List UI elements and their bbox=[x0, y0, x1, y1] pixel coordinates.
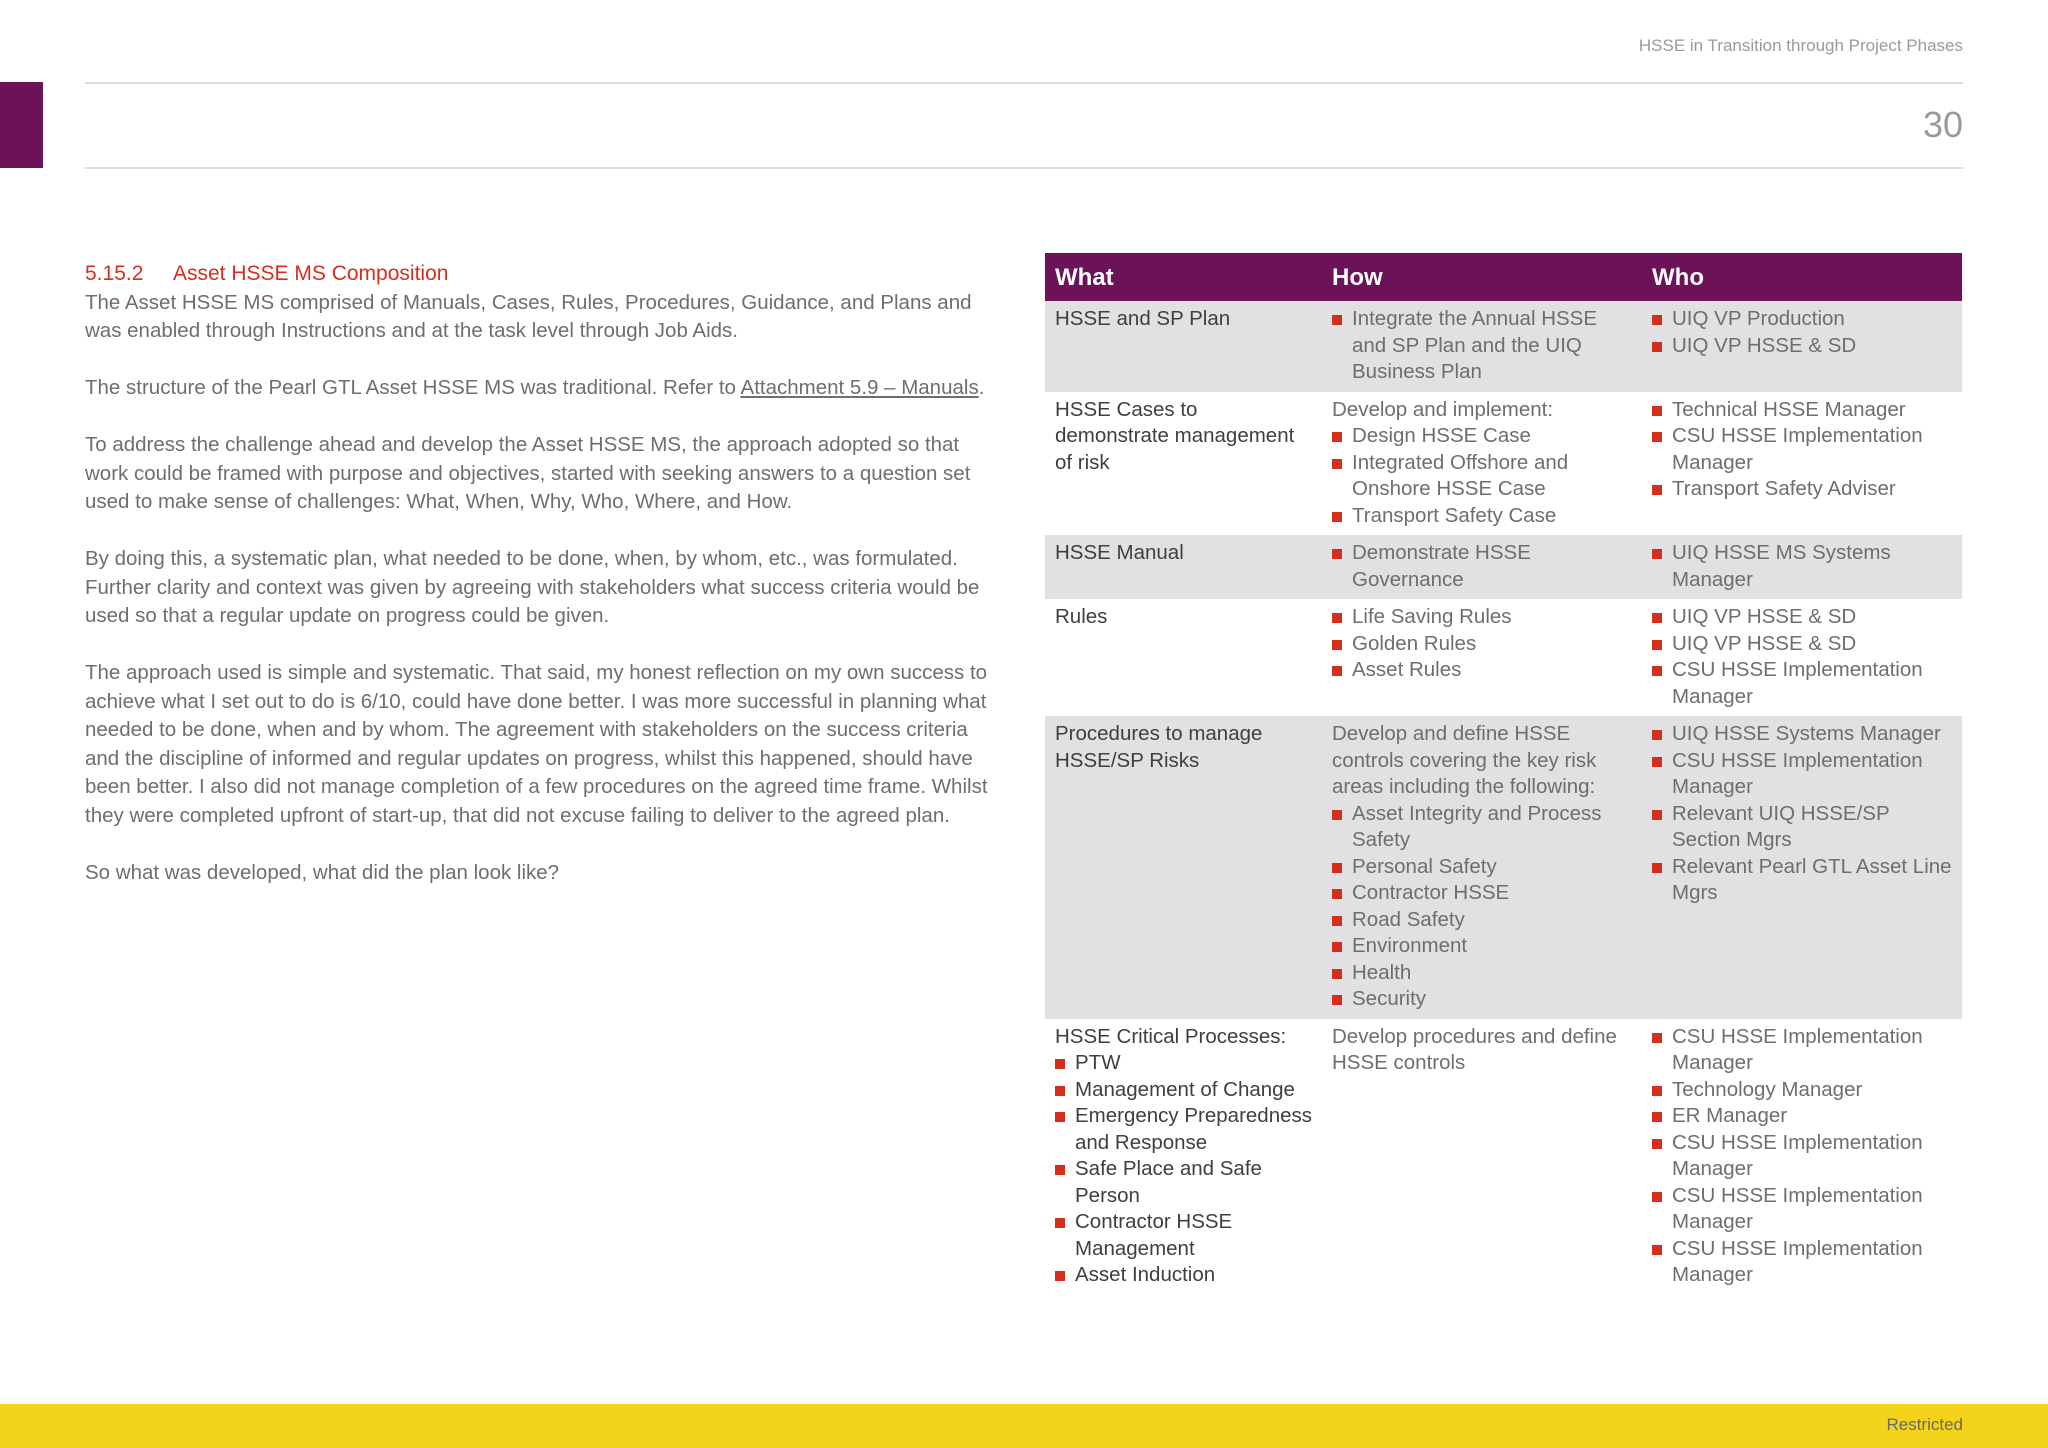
classification-label: Restricted bbox=[1886, 1415, 1963, 1434]
cell-how bbox=[1322, 392, 1642, 536]
cell-how bbox=[1322, 535, 1642, 599]
list-item: Health bbox=[1332, 960, 1632, 987]
list-item: Design HSSE Case bbox=[1332, 423, 1632, 450]
list-item: PTW bbox=[1055, 1050, 1312, 1077]
table-row bbox=[1045, 1019, 1962, 1295]
list-item: Relevant Pearl GTL Asset Line Mgrs bbox=[1652, 854, 1952, 907]
table-header-row bbox=[1045, 253, 1962, 301]
cell-how bbox=[1322, 599, 1642, 716]
list-item: Asset Rules bbox=[1332, 657, 1632, 684]
who-list bbox=[1652, 540, 1952, 593]
cell-who bbox=[1642, 716, 1962, 1019]
list-item: Technology Manager bbox=[1652, 1077, 1952, 1104]
paragraph: The Asset HSSE MS comprised of Manuals, Cases, Rules, Procedures, Guidance, and Plans and was enabled through Instructions and at the task level through Job Aids. bbox=[85, 290, 972, 342]
table-row bbox=[1045, 392, 1962, 536]
list-item: CSU HSSE Implementation Manager bbox=[1652, 1130, 1952, 1183]
list-item: CSU HSSE Implementation Manager bbox=[1652, 1183, 1952, 1236]
list-item: Transport Safety Case bbox=[1332, 503, 1632, 530]
accent-bar bbox=[0, 82, 43, 168]
how-intro: Develop and implement: bbox=[1332, 397, 1554, 421]
list-item: CSU HSSE Implementation Manager bbox=[1652, 1024, 1952, 1077]
section-title: Asset HSSE MS Composition bbox=[173, 262, 449, 285]
header-rule-top bbox=[85, 82, 1963, 84]
list-item: Golden Rules bbox=[1332, 631, 1632, 658]
how-list bbox=[1332, 306, 1632, 386]
list-item: Personal Safety bbox=[1332, 854, 1632, 881]
cell-how bbox=[1322, 716, 1642, 1019]
paragraph: So what was developed, what did the plan look like? bbox=[85, 860, 560, 884]
what-title: HSSE Critical Processes: bbox=[1055, 1024, 1287, 1048]
list-item: Asset Induction bbox=[1055, 1262, 1312, 1289]
list-item: UIQ VP HSSE & SD bbox=[1652, 333, 1952, 360]
table-row bbox=[1045, 301, 1962, 392]
list-item: Asset Integrity and Process Safety bbox=[1332, 801, 1632, 854]
list-item: UIQ HSSE Systems Manager bbox=[1652, 721, 1952, 748]
section-heading bbox=[85, 260, 1005, 289]
cell-what: HSSE Cases to demonstrate management of risk bbox=[1055, 397, 1295, 474]
what-list bbox=[1055, 1050, 1312, 1289]
page-number: 30 bbox=[1922, 104, 1963, 145]
list-item: CSU HSSE Implementation Manager bbox=[1652, 423, 1952, 476]
list-item: UIQ HSSE MS Systems Manager bbox=[1652, 540, 1952, 593]
header-rule-bottom bbox=[85, 167, 1963, 169]
paragraph-text: . bbox=[978, 376, 985, 399]
cell-what: Rules bbox=[1055, 605, 1108, 628]
cell-how bbox=[1322, 301, 1642, 392]
list-item: Safe Place and Safe Person bbox=[1055, 1156, 1312, 1209]
how-list bbox=[1332, 801, 1632, 1013]
what-how-who-table bbox=[1045, 253, 1962, 1295]
header-who: Who bbox=[1642, 253, 1962, 301]
header-what: What bbox=[1045, 253, 1322, 301]
list-item: UIQ VP HSSE & SD bbox=[1652, 631, 1952, 658]
how-list bbox=[1332, 540, 1632, 593]
list-item: Technical HSSE Manager bbox=[1652, 397, 1952, 424]
list-item: ER Manager bbox=[1652, 1103, 1952, 1130]
cell-who bbox=[1642, 599, 1962, 716]
how-intro: Develop procedures and define HSSE controls bbox=[1332, 1024, 1617, 1074]
paragraph: To address the challenge ahead and develop the Asset HSSE MS, the approach adopted so that work could be framed with purpose and objectives, started with seeking answers to a question set used to make sense of challenges: What, When, Why, Who, Where, and How. bbox=[85, 433, 971, 513]
how-intro: Develop and define HSSE controls covering the key risk areas including the following: bbox=[1332, 722, 1597, 798]
list-item: CSU HSSE Implementation Manager bbox=[1652, 1236, 1952, 1289]
attachment-link[interactable]: Attachment 5.9 – Manuals bbox=[740, 376, 979, 399]
who-list bbox=[1652, 604, 1952, 710]
list-item: Road Safety bbox=[1332, 907, 1632, 934]
paragraph-text: The structure of the Pearl GTL Asset HSSE MS was traditional. Refer to bbox=[85, 376, 741, 399]
table-row bbox=[1045, 535, 1962, 599]
how-list bbox=[1332, 423, 1632, 529]
who-list bbox=[1652, 1024, 1952, 1289]
list-item: Integrated Offshore and Onshore HSSE Case bbox=[1332, 450, 1632, 503]
paragraph bbox=[85, 374, 1005, 403]
table-row bbox=[1045, 716, 1962, 1019]
cell-what: HSSE Manual bbox=[1045, 535, 1322, 599]
how-list bbox=[1332, 604, 1632, 684]
footer-bar bbox=[0, 1404, 2048, 1448]
cell-what bbox=[1045, 1019, 1322, 1295]
paragraph: By doing this, a systematic plan, what needed to be done, when, by whom, etc., was formulated. Further clarity and context was given by agreeing with stakeholders what success criteria would be used so that a regular update on progress could be given. bbox=[85, 547, 980, 627]
paragraph: The approach used is simple and systematic. That said, my honest reflection on my own success to achieve what I set out to do is 6/10, could have done better. I was more successful in planning what needed to be done, when and by whom. The agreement with stakeholders on the success criteria and the discipline of informed and regular updates on progress, whilst this happened, should have been better. I also did not manage completion of a few procedures on the agreed time frame. Whilst they were completed upfront of start-up, that did not excuse failing to deliver to the agreed plan. bbox=[85, 661, 988, 827]
list-item: Demonstrate HSSE Governance bbox=[1332, 540, 1632, 593]
cell-who bbox=[1642, 392, 1962, 536]
list-item: Environment bbox=[1332, 933, 1632, 960]
running-title: HSSE in Transition through Project Phases bbox=[1638, 36, 1963, 55]
cell-what: HSSE and SP Plan bbox=[1045, 301, 1322, 392]
list-item: CSU HSSE Implementation Manager bbox=[1652, 748, 1952, 801]
cell-who bbox=[1642, 535, 1962, 599]
list-item: Relevant UIQ HSSE/SP Section Mgrs bbox=[1652, 801, 1952, 854]
who-list bbox=[1652, 721, 1952, 907]
list-item: Transport Safety Adviser bbox=[1652, 476, 1952, 503]
list-item: CSU HSSE Implementation Manager bbox=[1652, 657, 1952, 710]
who-list bbox=[1652, 397, 1952, 503]
list-item: UIQ VP HSSE & SD bbox=[1652, 604, 1952, 631]
section-number: 5.15.2 bbox=[85, 262, 144, 285]
who-list bbox=[1652, 306, 1952, 359]
list-item: Integrate the Annual HSSE and SP Plan and the UIQ Business Plan bbox=[1332, 306, 1632, 386]
list-item: Emergency Preparedness and Response bbox=[1055, 1103, 1312, 1156]
list-item: Contractor HSSE Management bbox=[1055, 1209, 1312, 1262]
header-how: How bbox=[1322, 253, 1642, 301]
list-item: Management of Change bbox=[1055, 1077, 1312, 1104]
cell-what: Procedures to manage HSSE/SP Risks bbox=[1045, 716, 1322, 1019]
list-item: Contractor HSSE bbox=[1332, 880, 1632, 907]
list-item: Security bbox=[1332, 986, 1632, 1013]
cell-how bbox=[1322, 1019, 1642, 1295]
cell-who bbox=[1642, 301, 1962, 392]
list-item: Life Saving Rules bbox=[1332, 604, 1632, 631]
list-item: UIQ VP Production bbox=[1652, 306, 1952, 333]
table-row bbox=[1045, 599, 1962, 716]
cell-who bbox=[1642, 1019, 1962, 1295]
body-text bbox=[85, 260, 1005, 916]
